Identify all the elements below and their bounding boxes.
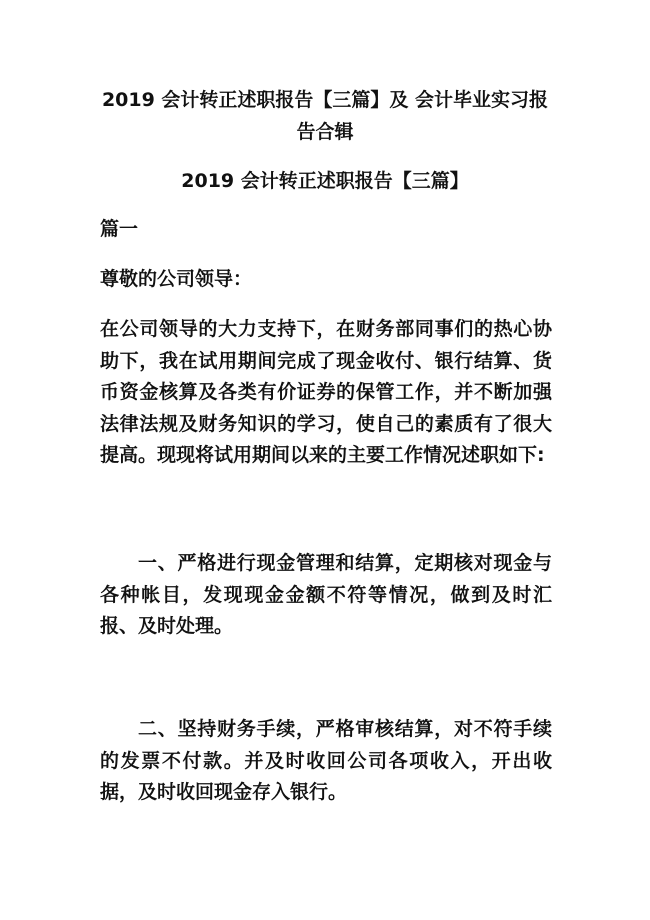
document-title-line-2: 告合辑 — [296, 121, 354, 143]
document-subtitle: 2019 会计转正述职报告【三篇】 — [181, 170, 469, 192]
work-item-2: 二、坚持财务手续，严格审核结算，对不符手续的发票不付款。并及时收回公司各项收入，开出收据，及时收回现金存入银行。 — [100, 718, 552, 803]
work-item-1: 一、严格进行现金管理和结算，定期核对现金与各种帐目，发现现金金额不符等情况，做到及时汇报、及时处理。 — [100, 552, 552, 637]
intro-paragraph: 在公司领导的大力支持下，在财务部同事们的热心协助下，我在试用期间完成了现金收付、银行结算、货币资金核算及各类有价证券的保管工作，并不断加强法律法规及财务知识的学习，使自己的素质有了很大提高。现现将试用期间以来的主要工作情况述职如下: — [100, 318, 552, 466]
document-title-line-1: 2019 会计转正述职报告【三篇】及 会计毕业实习报 — [101, 89, 549, 111]
section-label: 篇一 — [100, 218, 139, 240]
greeting: 尊敬的公司领导： — [100, 268, 253, 290]
